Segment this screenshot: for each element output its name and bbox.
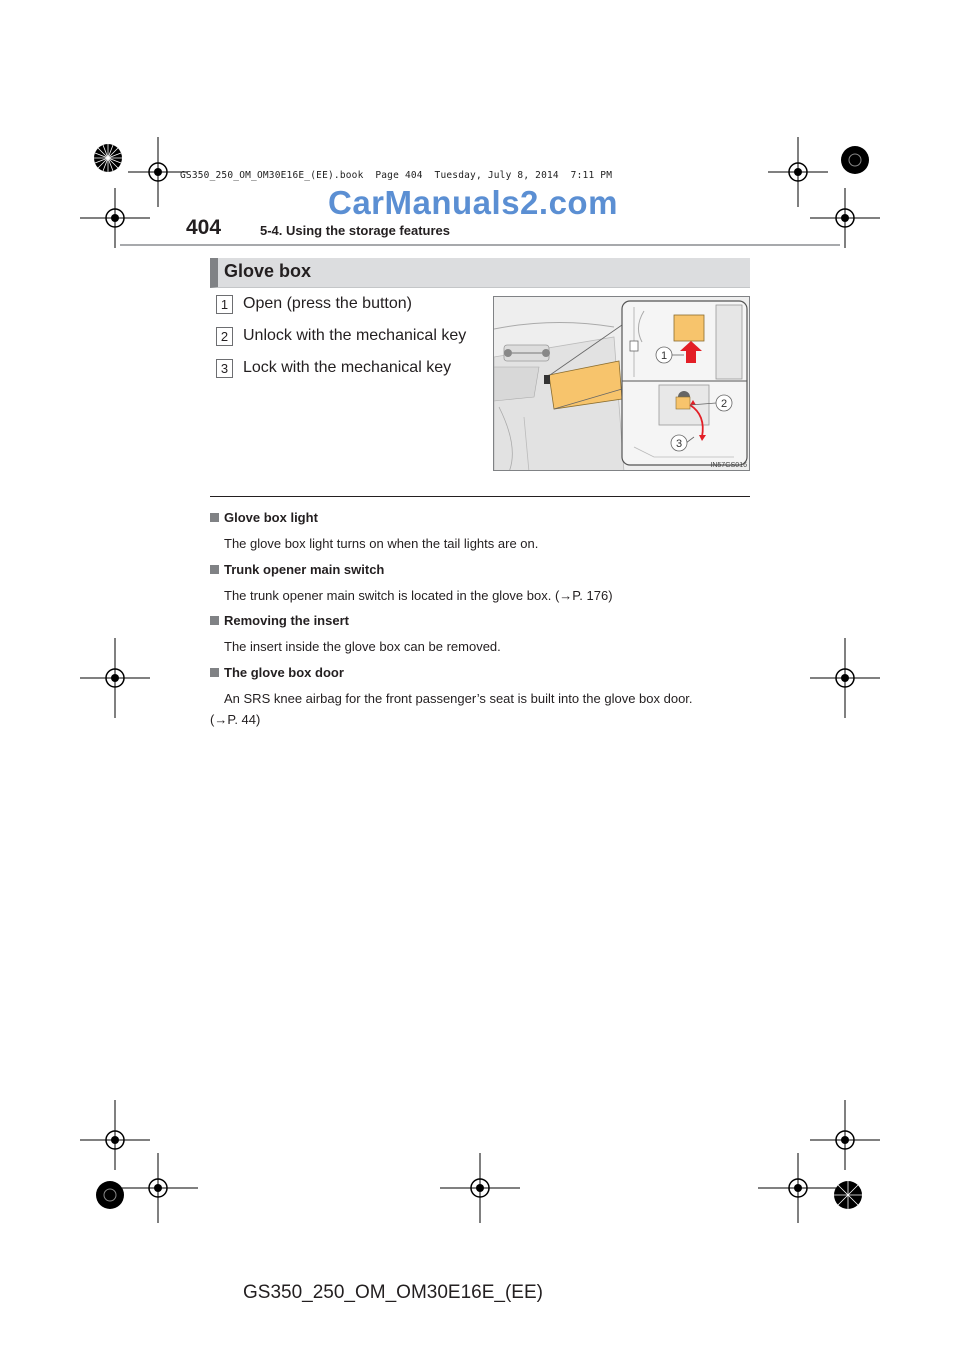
note-body: The glove box light turns on when the tail lights are on. [224,536,539,551]
step-number: 2 [216,327,233,346]
square-bullet-icon [210,616,219,625]
step-number: 1 [216,295,233,314]
callout-2: 2 [720,398,728,410]
note-heading [210,613,349,628]
crosshair-mark-icon [805,638,885,718]
crosshair-mark-icon [118,1148,198,1228]
note-body: The insert inside the glove box can be removed. [224,639,501,654]
callout-1: 1 [660,350,668,362]
note-heading-text: Glove box light [224,510,318,525]
square-bullet-icon [210,668,219,677]
step-item [216,325,466,347]
registration-mark-icon [808,1155,888,1235]
step-number: 3 [216,359,233,378]
note-body: The trunk opener main switch is located in the glove box. (→P. 176) [224,588,613,603]
note-body: An SRS knee airbag for the front passenger’s seat is built into the glove box door. [224,691,693,706]
footer-code: GS350_250_OM_OM30E16E_(EE) [243,1282,543,1303]
page-number: 404 [186,216,222,239]
header-rule [120,244,840,246]
square-bullet-icon [210,565,219,574]
glove-box-diagram [494,297,750,471]
figure-code: IN57GS016 [710,462,747,469]
glove-box-illustration [493,296,750,471]
step-text: Unlock with the mechanical key [243,327,467,344]
note-heading-text: Removing the insert [224,613,349,628]
section-divider [210,496,750,497]
callout-3: 3 [675,438,683,450]
step-item [216,293,412,315]
step-text: Open (press the button) [243,295,412,312]
crosshair-mark-icon [75,638,155,718]
crosshair-mark-icon [75,178,155,258]
note-heading [210,562,384,577]
section-title: 5-4. Using the storage features [260,223,450,238]
step-text: Lock with the mechanical key [243,359,452,376]
book-info-line: GS350_250_OM_OM30E16E_(EE).book Page 404 Tuesday, July 8, 2014 7:11 PM [180,170,613,181]
square-bullet-icon [210,513,219,522]
crosshair-mark-icon [440,1148,520,1228]
page-title: Glove box [224,261,312,281]
note-heading-text: The glove box door [224,665,344,680]
note-body: (→P. 44) [210,712,261,727]
watermark-link[interactable]: CarManuals2.com [328,184,618,221]
step-item [216,357,451,379]
note-heading [210,510,318,525]
crosshair-mark-icon [805,178,885,258]
note-heading-text: Trunk opener main switch [224,562,385,577]
note-heading [210,665,344,680]
